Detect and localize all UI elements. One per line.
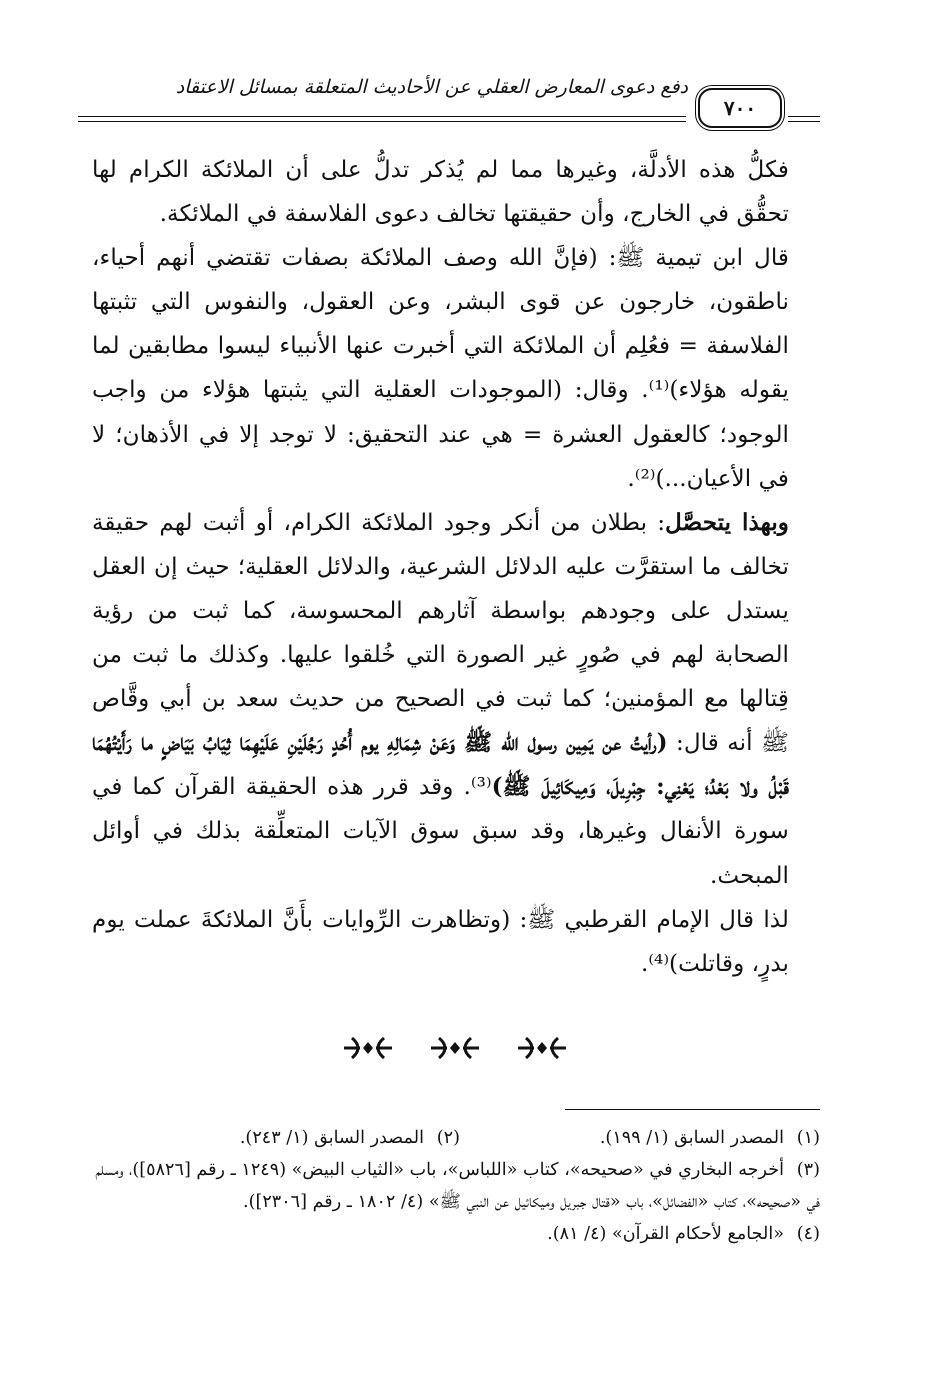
floral-divider-icon [427,1034,483,1062]
footnote-rule [565,1109,820,1110]
footnote-3 [88,1154,820,1218]
paragraph-text: : بطلان من أنكر وجود الملائكة الكرام، أو أثبت لهم حقيقة تخالف ما استقرَّت عليه الدلائل الشرعية، والدلائل العقلية؛ حيث إن العقل يستدل على وجودهم بواسطة آثارهم المحسوسة، كما ثبت من رؤية الصحابة لهم في صُورٍ غير الصورة التي خُلقوا عليها. وكذلك ما ثبت من قِتالها مع المؤمنين؛ كما ثبت في الصحيح من حديث سعد بن أبي وقَّاص ﷺ أنه قال: [92,508,789,757]
paragraph-text: ⁽³⁾. وقد قرر هذه الحقيقة القرآن كما في سورة الأنفال وغيرها، وقد سبق سوق الآيات المتعلِّقة بذلك في أوائل المبحث. [92,773,789,889]
section-divider [340,1028,570,1068]
footnote-2 [100,1122,460,1154]
footnote-row [88,1122,820,1154]
paragraph-3 [92,501,789,898]
page-number: ٧٠٠ [698,88,782,128]
paragraph-1: فكلُّ هذه الأدلَّة، وغيرها مما لم يُذكر تدلُّ على أن الملائكة الكرام لها تحقُّق في الخارج، وأن حقيقتها تخالف دعوى الفلاسفة في الملائكة. [92,156,789,228]
header-rule [788,116,820,117]
paragraph-4: لذا قال الإمام القرطبي ﷺ: (وتظاهرت الرِّوايات بأَنَّ الملائكةَ عملت يوم بدرٍ، وقاتلت)⁽⁴⁾. [92,905,789,977]
page-header [78,70,820,130]
footnote-text: أخرجه البخاري في «صحيحه»، كتاب «اللباس»، باب «الثياب البيض» (١٢٤٩ ـ رقم [٥٨٢٦])، ومسلم في «صحيحه»، كتاب «الفضائل»، باب «قتال جبريل وميكائيل عن النبي ﷺ» (٤/ ١٨٠٢ ـ رقم [٢٣٠٦]). [95,1160,820,1212]
header-rule [78,121,686,122]
header-rule [788,121,820,122]
footnote-number: (٣) [796,1160,820,1180]
paragraph-2: قال ابن تيمية ﷺ: (فإنَّ الله وصف الملائكة بصفات تقتضي أنهم أحياء، ناطقون، خارجون عن قوى البشر، وعن العقول، والنفوس التي تثبتها الفلاسفة = فعُلِم أن الملائكة التي أخبرت عنها الأنبياء ليسوا مطابقين لما يقوله هؤلاء)⁽¹⁾. وقال: (الموجودات العقلية التي يثبتها هؤلاء من واجب الوجود؛ كالعقول العشرة = هي عند التحقيق: لا توجد إلا في الأذهان؛ لا في الأعيان...)⁽²⁾. [92,244,789,492]
main-text [92,148,817,986]
footnote-number: (٤) [796,1224,820,1244]
footnote-text: المصدر السابق (١/ ٢٤٣). [239,1128,424,1148]
header-rule [78,116,686,117]
footnote-4 [88,1218,820,1250]
floral-divider-icon [514,1034,570,1062]
footnotes [88,1122,820,1250]
footnote-text: «الجامع لأحكام القرآن» (٤/ ٨١). [547,1224,784,1244]
hadith-quote: (رأيتُ عن يَمِين رسول الله ﷺ وَعَنْ شِمَالِهِ يوم أُحُدٍ رَجُلَيْنِ عَلَيْهِمَا ثِيَابُ بَيَاضٍ ما رَأَيْتُهُمَا قَبْلُ ولا بَعْدُ؛ يَعْنِي: جِبْرِيلَ، وَمِيكَائِيلَ ﷺ) [92,729,789,801]
footnote-text: المصدر السابق (١/ ١٩٩). [599,1128,784,1148]
floral-divider-icon [340,1034,396,1062]
footnote-number: (١) [796,1128,820,1148]
paragraph-lead: وبهذا يتحصَّل [665,508,789,536]
footnote-number: (٢) [436,1128,460,1148]
running-title: دفع دعوى المعارض العقلي عن الأحاديث المتعلقة بمسائل الاعتقاد [175,76,688,98]
footnote-1 [460,1122,820,1154]
